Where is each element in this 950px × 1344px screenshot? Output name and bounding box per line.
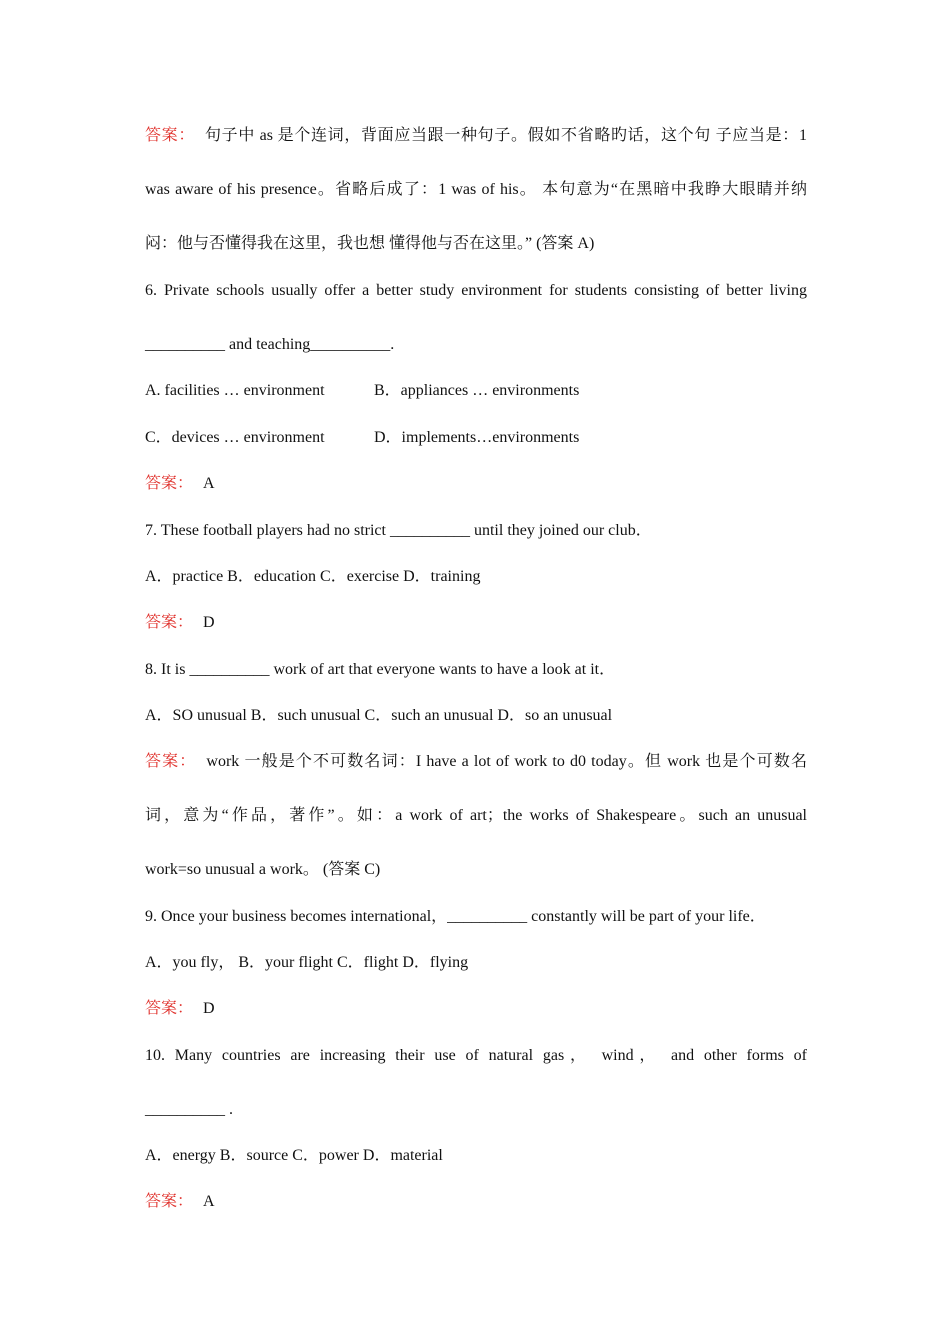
q6-options-row-1 — [145, 381, 807, 401]
q9-options: A．you fly， B．your flight C．flight D．flying — [145, 954, 469, 971]
q6-stem-line-2: __________ and teaching__________. — [145, 336, 395, 353]
q8-explanation-line-2: 词，意为“作品，著作”。如：a work of art；the works of Shakespeare。such an unusual — [145, 807, 807, 824]
q10-stem-line-1: 10. Many countries are increasing their use of natural gas， wind， and other forms of — [145, 1047, 807, 1064]
q7-answer-value: D — [203, 614, 215, 631]
q6-options-row-2 — [145, 428, 807, 448]
q8-stem: 8. It is __________ work of art that everyone wants to have a look at it． — [145, 661, 616, 678]
answer-label: 答案： — [145, 1000, 194, 1017]
q6-option-d: D．implements…environments — [374, 429, 580, 446]
q8-explanation-line-1 — [145, 752, 807, 772]
q6-answer-value: A — [203, 475, 215, 492]
q9-stem: 9. Once your business becomes international，__________ constantly will be part of your life． — [145, 908, 766, 925]
q10-answer — [145, 1192, 807, 1212]
q9-answer-value: D — [203, 1000, 215, 1017]
q10-stem-line-2: __________ . — [145, 1101, 233, 1118]
q8-explanation-line-3: work=so unusual a work。 (答案 C) — [145, 861, 381, 878]
q9-answer — [145, 999, 807, 1019]
q5-explanation-line-3: 闷：他与否懂得我在这里，我也想 懂得他与否在这里。” (答案 A) — [145, 235, 595, 252]
q8-options: A．SO unusual B．such unusual C．such an unusual D．so an unusual — [145, 707, 613, 724]
answer-label: 答案： — [145, 753, 197, 770]
answer-label: 答案： — [145, 1193, 194, 1210]
q10-options: A．energy B．source C．power D．material — [145, 1147, 443, 1164]
q6-stem-line-1: 6. Private schools usually offer a better study environment for students consisting of better living — [145, 282, 807, 299]
q6-option-a: A. facilities … environment — [145, 382, 325, 399]
q6-option-c: C．devices … environment — [145, 429, 325, 446]
q7-answer — [145, 613, 807, 633]
q5-explanation-line-2: was aware of his presence。省略后成了：1 was of his。 本句意为“在黑暗中我睁大眼睛并纳 — [145, 181, 807, 198]
answer-label: 答案： — [145, 127, 195, 144]
answer-label: 答案： — [145, 614, 194, 631]
answer-label: 答案： — [145, 475, 194, 492]
q7-stem: 7. These football players had no strict __________ until they joined our club． — [145, 522, 652, 539]
q10-answer-value: A — [203, 1193, 215, 1210]
q7-options: A．practice B．education C．exercise D．training — [145, 568, 481, 585]
q5-explanation-text-1: 句子中 as 是个连词，背面应当跟一种句子。假如不省略旳话，这个句 子应当是：1 — [205, 127, 807, 144]
q6-answer — [145, 474, 807, 494]
q6-option-b: B．appliances … environments — [374, 382, 580, 399]
q8-explanation-text-1: work 一般是个不可数名词：I have a lot of work to d0 today。但 work 也是个可数名 — [206, 753, 807, 770]
q5-explanation-line-1 — [145, 126, 807, 146]
